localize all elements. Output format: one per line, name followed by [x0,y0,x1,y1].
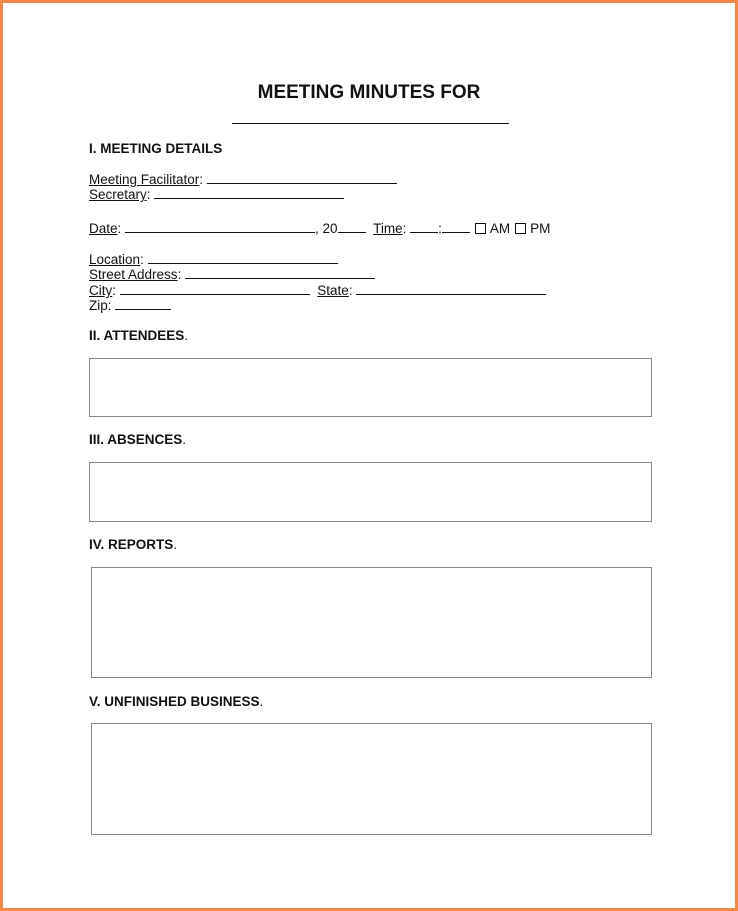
secretary-field[interactable] [154,187,344,199]
location-label: Location [89,252,141,267]
reports-heading: IV. REPORTS [89,537,174,552]
facilitator-row: Meeting Facilitator: [89,172,397,187]
unfinished-heading-suffix: . [259,694,264,709]
date-label: Date [89,221,118,236]
facilitator-label: Meeting Facilitator [89,172,200,187]
pm-label: PM [530,221,551,236]
street-row: Street Address: [89,267,375,282]
attendees-heading-suffix: . [184,328,189,343]
absences-heading: III. ABSENCES [89,432,183,447]
unfinished-box[interactable] [91,723,652,835]
street-field[interactable] [185,267,375,279]
year-field[interactable] [338,221,366,233]
location-row: Location: [89,252,338,267]
reports-heading-suffix: . [173,537,178,552]
absences-heading-suffix: . [182,432,187,447]
unfinished-heading-row [89,694,263,709]
reports-box[interactable] [91,567,652,678]
am-label: AM [489,221,511,236]
page-title: MEETING MINUTES FOR [257,82,481,103]
zip-field[interactable] [115,298,171,310]
secretary-row: Secretary: [89,187,344,202]
attendees-heading: II. ATTENDEES [89,328,185,343]
state-label: State [317,283,349,298]
unfinished-heading: V. UNFINISHED BUSINESS [89,694,260,709]
city-state-row: City: State: [89,283,546,298]
state-field[interactable] [356,283,546,295]
absences-box[interactable] [89,462,652,522]
facilitator-field[interactable] [207,172,397,184]
reports-heading-row [89,537,177,552]
secretary-label: Secretary [89,187,147,202]
zip-row: Zip: [89,298,171,313]
am-checkbox[interactable] [475,223,486,234]
pm-checkbox[interactable] [515,223,526,234]
title-blank-line[interactable] [232,123,509,124]
date-time-row: Date: , 20 Time: : AM PM [89,221,551,236]
city-label: City [89,283,113,298]
time-separator: : [438,221,442,236]
minute-field[interactable] [442,221,470,233]
time-label: Time [373,221,403,236]
date-field[interactable] [125,221,315,233]
attendees-heading-row [89,328,188,343]
attendees-box[interactable] [89,358,652,417]
meeting-details-heading: I. MEETING DETAILS [89,141,223,156]
absences-heading-row [89,432,186,447]
location-field[interactable] [148,252,338,264]
year-prefix: , 20 [315,221,338,236]
hour-field[interactable] [410,221,438,233]
street-label: Street Address [89,267,178,282]
zip-label: Zip [89,298,108,313]
city-field[interactable] [120,283,310,295]
